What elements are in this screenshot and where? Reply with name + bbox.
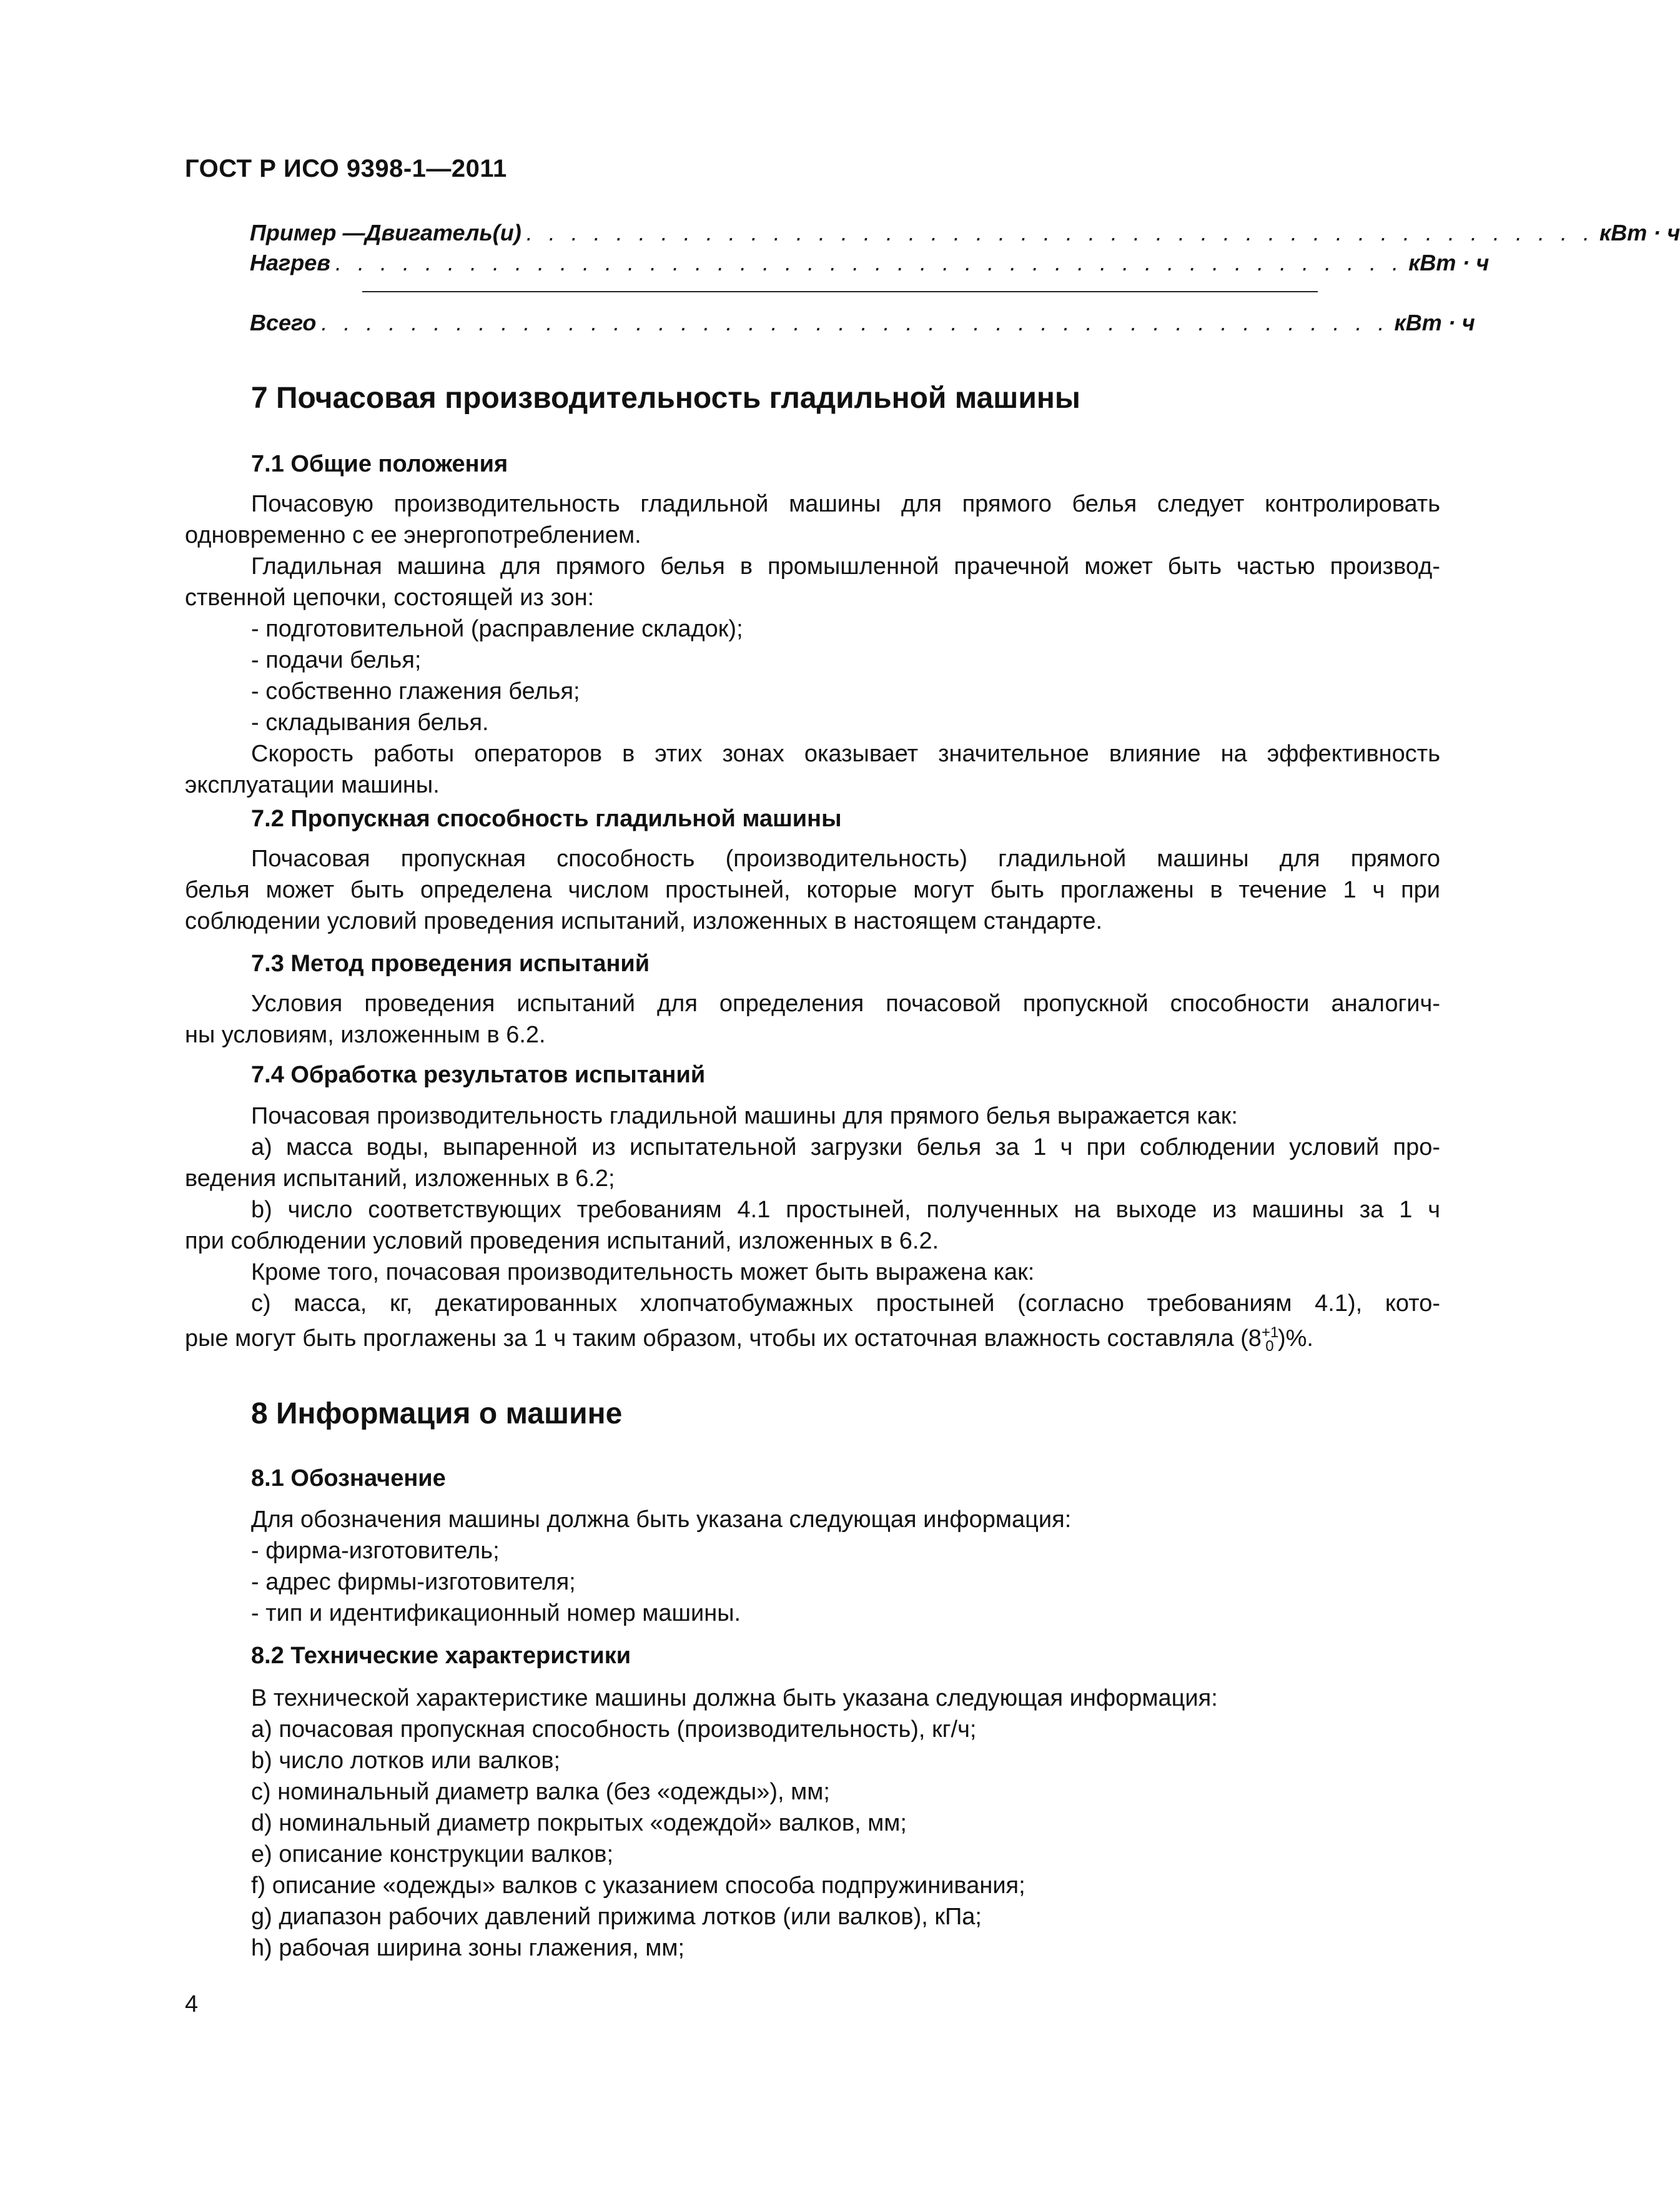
section-8-title: 8 Информация о машине [251,1397,623,1430]
paragraph-line: Кроме того, почасовая производительность может быть выражена как: [251,1259,1035,1285]
leader-dots: . . . . . . . . . . . . . . . . . . . . . . . . . . . . . . . . . . . . . . . . . . . . . . . . [321,310,1390,335]
example-lead: Пример — [250,220,365,245]
example-row-motors [250,220,1680,251]
paragraph-line: В технической характеристике машины должна быть указана следующая информация: [251,1685,1218,1711]
section-7-title: 7 Почасовая производительность гладильной машины [251,382,1080,415]
list-item: - собственно глажения белья; [251,678,580,705]
list-item: d) номинальный диаметр покрытых «одеждой» валков, мм; [251,1810,907,1836]
list-item-c: c) масса, кг, декатированных хлопчатобумажных простыней (согласно требованиям 4.1), кото- [251,1290,1440,1317]
paragraph-line: ственной цепочки, состоящей из зон: [185,585,595,611]
list-item-b: b) число соответствующих требованиям 4.1 простыней, полученных на выходе из машины за 1 ч [251,1197,1440,1223]
example-unit: кВт · ч [1599,220,1680,245]
list-item: c) номинальный диаметр валка (без «одежды»), мм; [251,1779,830,1805]
example-unit: кВт · ч [1408,250,1490,275]
leader-dots: . . . . . . . . . . . . . . . . . . . . . . . . . . . . . . . . . . . . . . . . . . . . . . . . [335,250,1404,275]
paragraph-line: Условия проведения испытаний для определения почасовой пропускной способности аналогич- [251,991,1440,1017]
paragraph-line: эксплуатации машины. [185,772,440,798]
paragraph-line: белья может быть определена числом простыней, которые могут быть проглажены в течение 1 ч при [185,877,1440,903]
example-item-name: Нагрев [250,250,330,275]
paragraph-line: Почасовая производительность гладильной машины для прямого белья выражается как: [251,1103,1238,1129]
paragraph-line: Гладильная машина для прямого белья в промышленной прачечной может быть частью производ- [251,553,1440,580]
list-item: f) описание «одежды» валков с указанием способа подпружинивания; [251,1872,1025,1899]
example-item-name: Двигатель(и) [365,220,521,245]
leader-dots: . . . . . . . . . . . . . . . . . . . . . . . . . . . . . . . . . . . . . . . . . . . . . . . . [526,220,1594,245]
tolerance: +1 0 [1261,1323,1279,1355]
section-8-2-title: 8.2 Технические характеристики [251,1643,631,1669]
section-7-3-title: 7.3 Метод проведения испытаний [251,951,650,977]
list-item: - тип и идентификационный номер машины. [251,1600,741,1626]
list-item-a: a) масса воды, выпаренной из испытательной загрузки белья за 1 ч при соблюдении условий про- [251,1134,1440,1160]
section-8-1-title: 8.1 Обозначение [251,1465,446,1491]
list-item: h) рабочая ширина зоны глажения, мм; [251,1935,685,1961]
list-item: g) диапазон рабочих давлений прижима лотков (или валков), кПа; [251,1904,982,1930]
list-item: - подготовительной (расправление складок); [251,616,743,642]
paragraph-line: при соблюдении условий проведения испытаний, изложенных в 6.2. [185,1228,939,1254]
list-item: - фирма-изготовитель; [251,1538,500,1564]
example-row-heating [250,250,1490,281]
paragraph-line: ведения испытаний, изложенных в 6.2; [185,1165,615,1192]
page-number: 4 [185,1991,199,2017]
section-7-4-title: 7.4 Обработка результатов испытаний [251,1062,706,1088]
list-item: - адрес фирмы-изготовителя; [251,1569,576,1595]
paragraph-line: одновременно с ее энергопотреблением. [185,522,641,548]
paragraph-line: соблюдении условий проведения испытаний, изложенных в настоящем стандарте. [185,908,1103,934]
section-7-1-title: 7.1 Общие положения [251,451,508,477]
list-item: - подачи белья; [251,647,422,673]
paragraph-line: Почасовую производительность гладильной машины для прямого белья следует контролировать [251,491,1440,517]
list-item: e) описание конструкции валков; [251,1841,614,1867]
paragraph-line: Скорость работы операторов в этих зонах оказывает значительное влияние на эффективность [251,741,1440,767]
paragraph-line: Для обозначения машины должна быть указана следующая информация: [251,1506,1072,1533]
document-header: ГОСТ Р ИСО 9398-1—2011 [185,155,507,182]
example-unit: кВт · ч [1394,310,1475,335]
example-item-name: Всего [250,310,317,335]
paragraph-line: ны условиям, изложенным в 6.2. [185,1022,546,1048]
list-item: b) число лотков или валков; [251,1748,561,1774]
example-row-total [250,310,1475,341]
example-total-divider [362,291,1318,292]
list-item: - складывания белья. [251,710,489,736]
paragraph-line-formula: рые могут быть проглажены за 1 ч таким образом, чтобы их остаточная влажность составляла (8 +1 0 )%. [185,1323,1313,1355]
list-item: a) почасовая пропускная способность (производительность), кг/ч; [251,1716,977,1743]
paragraph-line: Почасовая пропускная способность (производительность) гладильной машины для прямого [251,846,1440,872]
section-7-2-title: 7.2 Пропускная способность гладильной машины [251,806,842,832]
